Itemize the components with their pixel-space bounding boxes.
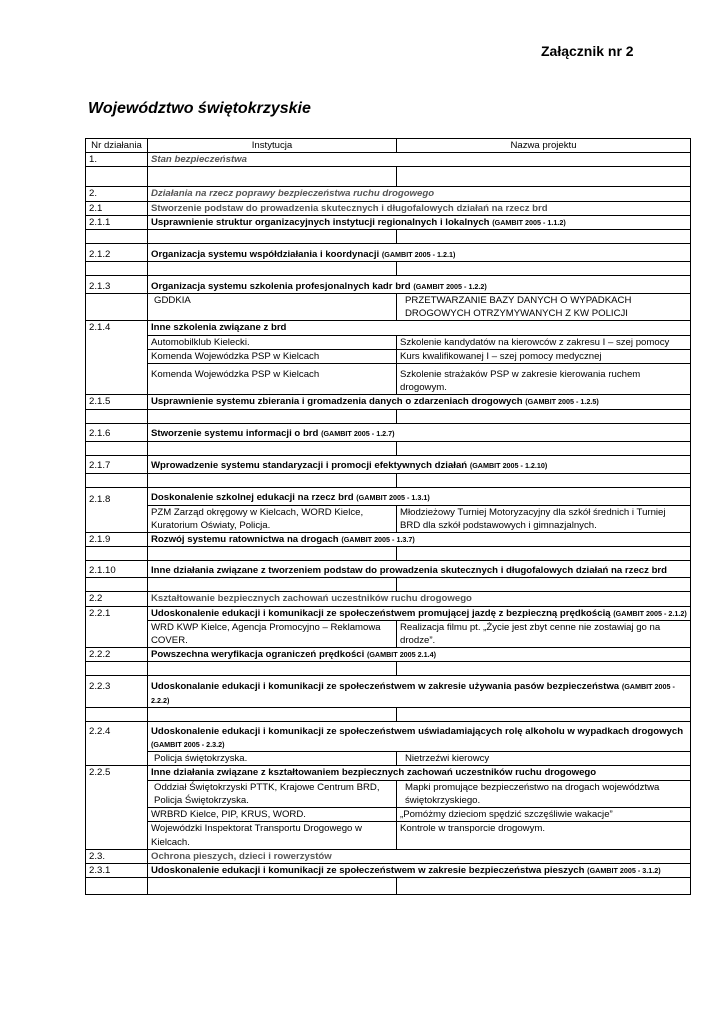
gambit-ref: (GAMBIT 2005 - 1.2.5) <box>525 397 599 407</box>
action-title: Doskonalenie szkolnej edukacji na rzecz brd (GAMBIT 2005 - 1.3.1) <box>148 487 691 505</box>
gambit-ref: (GAMBIT 2005 - 2.1.2) <box>613 608 687 618</box>
row-number: 2.3. <box>86 849 148 863</box>
action-title: Inne działania związane z kształtowaniem bezpiecznych zachowań uczestników ruchu drogowego <box>148 766 691 780</box>
action-row-2-1-5 <box>86 395 691 409</box>
action-title: Inne działania związane z tworzeniem podstaw do prowadzenia skutecznych i długofalowych działań na rzecz brd <box>148 561 691 578</box>
institution-cell: WRD KWP Kielce, Agencja Promocyjno – Reklamowa COVER. <box>148 620 397 647</box>
empty-row <box>86 578 691 592</box>
project-cell: „Pomóżmy dzieciom spędzić szczęśliwie wakacje” <box>397 808 691 822</box>
gambit-ref: (GAMBIT 2005 - 1.3.7) <box>341 535 415 545</box>
empty-row <box>86 230 691 244</box>
gambit-ref: (GAMBIT 2005 - 1.2.7) <box>321 429 395 439</box>
row-number: 2.2.5 <box>86 766 148 849</box>
row-number: 2. <box>86 187 148 201</box>
project-cell: Mapki promujące bezpieczeństwo na drogach województwa świętokrzyskiego. <box>397 780 691 807</box>
project-row <box>86 620 691 647</box>
project-cell: PRZETWARZANIE BAZY DANYCH O WYPADKACH DROGOWYCH OTRZYMYWANYCH Z KW POLICJI <box>397 294 691 321</box>
project-row <box>86 752 691 766</box>
action-row-2-2-3 <box>86 676 691 707</box>
action-row-2-2-5 <box>86 766 691 780</box>
action-row-2-2-2 <box>86 648 691 662</box>
institution-cell: Komenda Wojewódzka PSP w Kielcach <box>148 349 397 363</box>
action-title: Udoskonalenie edukacji i komunikacji ze społeczeństwem promującej jazdę z bezpieczną prędkością (GAMBIT 2005 - 2.1.2) <box>148 606 691 620</box>
row-number: 2.1.8 <box>86 487 148 532</box>
section-title: Stworzenie podstaw do prowadzenia skutecznych i długofalowych działań na rzecz brd <box>148 201 691 215</box>
section-title: Działania na rzecz poprawy bezpieczeństwa ruchu drogowego <box>148 187 691 201</box>
row-number: 2.2.2 <box>86 648 148 662</box>
action-title: Wprowadzenie systemu standaryzacji i promocji efektywnych działań (GAMBIT 2005 - 1.2.10) <box>148 455 691 473</box>
action-title: Stworzenie systemu informacji o brd (GAMBIT 2005 - 1.2.7) <box>148 423 691 441</box>
action-row-2-1-7 <box>86 455 691 473</box>
province-title: Województwo świętokrzyskie <box>88 100 311 117</box>
project-row <box>86 349 691 363</box>
institution-cell: Policja świętokrzyska. <box>148 752 397 766</box>
header-institution: Instytucja <box>148 139 397 153</box>
project-cell: Szkolenie strażaków PSP w zakresie kierowania ruchem drogowym. <box>397 364 691 395</box>
header-nr: Nr działania <box>86 139 148 153</box>
project-row <box>86 335 691 349</box>
action-title: Rozwój systemu ratownictwa na drogach (GAMBIT 2005 - 1.3.7) <box>148 533 691 547</box>
project-cell: Realizacja filmu pt. „Życie jest zbyt cenne nie zostawiaj go na drodze”. <box>397 620 691 647</box>
actions-table <box>85 138 691 895</box>
action-row-2-1-8 <box>86 487 691 505</box>
gambit-ref: (GAMBIT 2005 - 2.2.2) <box>151 682 675 705</box>
row-number: 2.1.5 <box>86 395 148 409</box>
gambit-ref: (GAMBIT 2005 2.1.4) <box>366 650 437 660</box>
empty-row <box>86 409 691 423</box>
row-number: 2.1 <box>86 201 148 215</box>
empty-row <box>86 662 691 676</box>
row-number: 2.1.1 <box>86 215 148 229</box>
gambit-ref: (GAMBIT 2005 - 1.2.10) <box>469 461 548 471</box>
row-number: 2.1.2 <box>86 244 148 262</box>
project-cell: Kurs kwalifikowanej I – szej pomocy medycznej <box>397 349 691 363</box>
project-row <box>86 780 691 807</box>
institution-cell: Automobilklub Kielecki. <box>148 335 397 349</box>
row-number: 1. <box>86 153 148 167</box>
action-row-2-1-4 <box>86 321 691 335</box>
institution-cell: WRBRD Kielce, PIP, KRUS, WORD. <box>148 808 397 822</box>
annex-label: Załącznik nr 2 <box>541 43 634 59</box>
project-cell: Szkolenie kandydatów na kierowców z zakresu I – szej pomocy <box>397 335 691 349</box>
project-cell: Nietrzeźwi kierowcy <box>397 752 691 766</box>
empty-row <box>86 473 691 487</box>
project-row <box>86 505 691 532</box>
institution-cell: GDDKIA <box>148 294 397 321</box>
action-row-2-1-3 <box>86 276 691 294</box>
action-title: Organizacja systemu szkolenia profesjonalnych kadr brd (GAMBIT 2005 - 1.2.2) <box>148 276 691 294</box>
gambit-ref: (GAMBIT 2005 - 1.2.2) <box>413 281 487 291</box>
row-number: 2.1.4 <box>86 321 148 395</box>
empty-row <box>86 547 691 561</box>
gambit-ref: (GAMBIT 2005 - 2.3.2) <box>151 740 225 750</box>
action-row-2-1-10 <box>86 561 691 578</box>
institution-cell: Oddział Świętokrzyski PTTK, Krajowe Centrum BRD, Policja Świętokrzyska. <box>148 780 397 807</box>
empty-row <box>86 707 691 721</box>
project-cell: Kontrole w transporcie drogowym. <box>397 822 691 849</box>
action-title: Organizacja systemu współdziałania i koordynacji (GAMBIT 2005 - 1.2.1) <box>148 244 691 262</box>
action-title: Udoskonalanie edukacji i komunikacji ze społeczeństwem w zakresie używania pasów bezpieczeństwa (GAMBIT 2005 - 2.2.2) <box>148 676 691 707</box>
action-row-2-3-1 <box>86 863 691 877</box>
row-number: 2.1.7 <box>86 455 148 473</box>
section-title: Kształtowanie bezpiecznych zachowań uczestników ruchu drogowego <box>148 592 691 606</box>
table-header-row <box>86 139 691 153</box>
project-row <box>86 822 691 849</box>
row-number: 2.2.4 <box>86 721 148 766</box>
section-title: Stan bezpieczeństwa <box>148 153 691 167</box>
action-title: Udoskonalenie edukacji i komunikacji ze społeczeństwem w zakresie bezpieczeństwa pieszych (GAMBIT 2005 - 3.1.2) <box>148 863 691 877</box>
section-row-2-1 <box>86 201 691 215</box>
row-number: 2.1.3 <box>86 276 148 294</box>
gambit-ref: (GAMBIT 2005 - 1.3.1) <box>356 493 430 503</box>
row-number: 2.2.1 <box>86 606 148 648</box>
row-number: 2.2 <box>86 592 148 606</box>
project-row <box>86 294 691 321</box>
header-project: Nazwa projektu <box>397 139 691 153</box>
section-row-1 <box>86 153 691 167</box>
empty-row <box>86 441 691 455</box>
gambit-ref: (GAMBIT 2005 - 1.2.1) <box>381 249 456 259</box>
institution-cell: Wojewódzki Inspektorat Transportu Drogowego w Kielcach. <box>148 822 397 849</box>
action-title: Udoskonalenie edukacji i komunikacji ze społeczeństwem uświadamiających rolę alkoholu w wypadkach drogowych (GAMBIT 2005 - 2.3.2) <box>148 721 691 751</box>
project-row <box>86 364 691 395</box>
action-title: Inne szkolenia związane z brd <box>148 321 691 335</box>
row-number: 2.1.10 <box>86 561 148 578</box>
row-number: 2.3.1 <box>86 863 148 877</box>
section-row-2-2 <box>86 592 691 606</box>
project-cell: Młodzieżowy Turniej Motoryzacyjny dla szkół średnich i Turniej BRD dla szkół podstawowych i gimnazjalnych. <box>397 505 691 532</box>
row-number: 2.2.3 <box>86 676 148 707</box>
row-number: 2.1.6 <box>86 423 148 441</box>
gambit-ref: (GAMBIT 2005 - 3.1.2) <box>587 865 661 875</box>
empty-row <box>86 262 691 276</box>
action-title: Usprawnienie struktur organizacyjnych instytucji regionalnych i lokalnych (GAMBIT 2005 - 1.1.2) <box>148 215 691 229</box>
action-title: Usprawnienie systemu zbierania i gromadzenia danych o zdarzeniach drogowych (GAMBIT 2005 - 1.2.5) <box>148 395 691 409</box>
action-row-2-2-1 <box>86 606 691 620</box>
project-row <box>86 808 691 822</box>
action-title: Powszechna weryfikacja ograniczeń prędkości (GAMBIT 2005 2.1.4) <box>148 648 691 662</box>
section-row-2-3 <box>86 849 691 863</box>
action-row-2-2-4 <box>86 721 691 751</box>
institution-cell: PZM Zarząd okręgowy w Kielcach, WORD Kielce, Kuratorium Oświaty, Policja. <box>148 505 397 532</box>
empty-row <box>86 167 691 187</box>
action-row-2-1-2 <box>86 244 691 262</box>
empty-row <box>86 878 691 895</box>
section-title: Ochrona pieszych, dzieci i rowerzystów <box>148 849 691 863</box>
gambit-ref: (GAMBIT 2005 - 1.1.2) <box>492 217 566 227</box>
section-row-2 <box>86 187 691 201</box>
action-row-2-1-9 <box>86 533 691 547</box>
institution-cell: Komenda Wojewódzka PSP w Kielcach <box>148 364 397 395</box>
row-number: 2.1.9 <box>86 533 148 547</box>
action-row-2-1-1 <box>86 215 691 229</box>
action-row-2-1-6 <box>86 423 691 441</box>
